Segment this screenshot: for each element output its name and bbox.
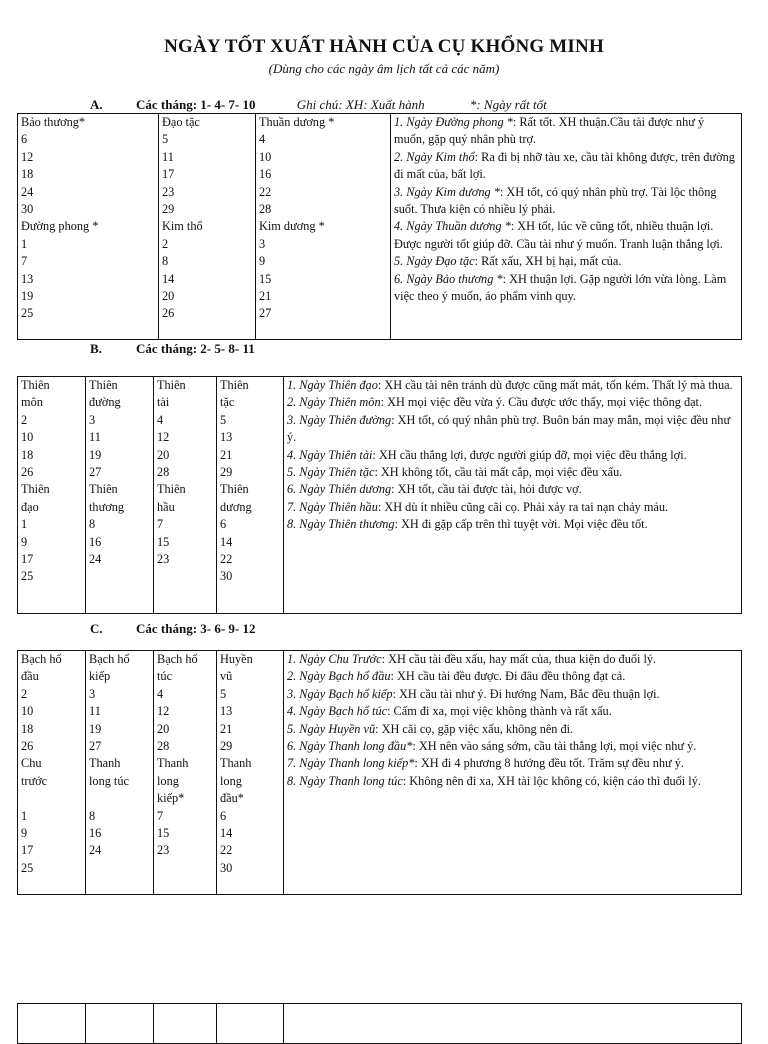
section-c-table	[17, 650, 742, 895]
day-description-text: : Ra đi bị nhỡ tàu xe, cầu tài không được, trên đường đi mất của, bất lợi.	[394, 149, 735, 182]
day-description-text: : XH cầu tài đều được. Đi đâu đều thông đạt cả.	[390, 669, 626, 684]
cell-entry: 7	[157, 808, 164, 823]
cell-entry: 1	[21, 808, 28, 823]
cell-entry: 4	[157, 412, 164, 427]
day-description	[394, 184, 738, 219]
day-name-label: 1. Ngày Chu Trước	[287, 652, 382, 666]
day-description	[287, 686, 738, 703]
cell-entry: 2	[21, 412, 28, 427]
cell-entry	[89, 790, 150, 807]
cell-entry: 18	[21, 447, 34, 462]
day-description-text: : XH đi 4 phương 8 hướng đều tốt. Trăm sự đều như ý.	[414, 756, 684, 771]
page-subtitle: (Dùng cho các ngày âm lịch tất cả các năm)	[268, 61, 500, 76]
cell-entry: đầu*	[220, 791, 244, 806]
day-description-text: : Không nên đi xa, XH tài lộc không có, kiện cáo thì đuối lý.	[402, 773, 701, 788]
cell-entry: 17	[21, 843, 34, 858]
section-c-heading	[90, 621, 256, 637]
cell-entry: 12	[21, 149, 34, 164]
cell-entry: 11	[89, 704, 101, 719]
cell-entry: 19	[21, 289, 34, 304]
cell-entry: 19	[89, 721, 102, 736]
day-description-text: : XH không tốt, cầu tài mất cắp, mọi việc đều xấu.	[374, 465, 623, 480]
cell-entry: 29	[220, 739, 233, 754]
section-a-letter: A.	[90, 97, 103, 112]
cell-entry: 15	[157, 534, 170, 549]
section-a-table	[17, 113, 742, 340]
cell-entry: 1	[21, 236, 28, 251]
section-b-heading	[90, 341, 255, 357]
cell-entry: 28	[157, 465, 170, 480]
cell-entry	[21, 790, 82, 807]
day-description	[287, 773, 738, 790]
cell-entry: Bạch hổ	[157, 652, 198, 666]
cell-entry: 24	[89, 843, 102, 858]
cell-entry: Thuần dương *	[259, 115, 335, 129]
cell-entry: 2	[21, 686, 28, 701]
cell-entry: 3	[259, 236, 266, 251]
cell-entry: 5	[220, 686, 227, 701]
cell-entry: trước	[21, 773, 48, 788]
cell-entry: 24	[21, 184, 34, 199]
cell-entry: long	[157, 773, 179, 788]
cell-entry: 8	[89, 517, 96, 532]
cell-entry: 12	[157, 704, 170, 719]
cell-entry: 16	[89, 534, 102, 549]
section-b-col-1	[18, 377, 86, 614]
day-description	[287, 394, 738, 411]
day-name-label: 8. Ngày Thiên thương	[287, 517, 395, 532]
day-name-label: 3. Ngày Kim dương *	[394, 184, 500, 199]
day-description-text: : XH cầu tài như ý. Đi hướng Nam, Bắc đều thuận lợi.	[392, 686, 660, 701]
day-description	[287, 377, 738, 394]
cell-entry: Đạo tặc	[162, 115, 200, 129]
cell-entry: 24	[89, 552, 102, 567]
cell-entry: Huyền	[220, 652, 253, 666]
cell-entry: 21	[220, 721, 233, 736]
cell-entry: 29	[162, 202, 175, 217]
cell-entry: 16	[259, 167, 272, 182]
cell-entry: 23	[162, 184, 175, 199]
cell-entry: kiếp	[89, 669, 111, 684]
cell-entry: 5	[220, 412, 227, 427]
cell-entry: 13	[220, 430, 233, 445]
day-description-text: : XH cãi cọ, gặp việc xấu, không nên đi.	[375, 721, 574, 736]
section-a-descriptions	[391, 114, 742, 340]
cell-entry: 6	[21, 132, 28, 147]
cell-entry: 4	[259, 132, 266, 147]
cell-entry: 10	[259, 149, 272, 164]
cell-entry: 6	[220, 808, 227, 823]
cell-entry: 6	[220, 517, 227, 532]
section-c-letter: C.	[90, 621, 103, 636]
cell-entry: 15	[157, 826, 170, 841]
cell-entry: 14	[220, 826, 233, 841]
day-description-text: : XH cầu tài nên tránh dù được cũng mất mát, tốn kém. Thất lý mà thua.	[377, 378, 733, 392]
cell-entry: túc	[157, 669, 173, 684]
cell-entry: tặc	[220, 395, 235, 410]
cell-entry: 29	[220, 465, 233, 480]
page-title: NGÀY TỐT XUẤT HÀNH CỦA CỤ KHỔNG MINH	[164, 36, 604, 57]
cell-entry: 10	[21, 704, 34, 719]
cell-entry: Thiên	[157, 482, 186, 497]
cell-entry: 17	[162, 167, 175, 182]
section-a-note-star: *: Ngày rất tốt	[469, 97, 547, 112]
cell-entry: 1	[21, 517, 28, 532]
cell-entry: đầu	[21, 669, 39, 684]
day-name-label: 5. Ngày Huyền vũ	[287, 721, 376, 736]
cell-entry: 5	[162, 132, 169, 147]
cell-entry: 22	[220, 552, 233, 567]
day-name-label: 1. Ngày Thiên đạo	[287, 378, 378, 392]
section-c-descriptions	[284, 651, 742, 895]
cell-entry: long	[220, 773, 242, 788]
cell-entry: 21	[259, 289, 272, 304]
cell-entry: 3	[89, 686, 96, 701]
day-name-label: 3. Ngày Thiên đường	[287, 412, 392, 427]
cell-entry: Thiên	[89, 482, 118, 497]
day-description-text: : XH tốt, có quý nhân phù trợ. Tài lộc thông suốt. Thưa kiện có nhiều lý phải.	[394, 184, 717, 217]
day-description	[287, 499, 738, 516]
cell-entry: 18	[21, 167, 34, 182]
cell-entry: 18	[21, 721, 34, 736]
day-description-text: : XH cầu thắng lợi, được người giúp đỡ, mọi việc đều thắng lợi.	[372, 447, 687, 462]
cell-entry: 21	[220, 447, 233, 462]
cell-entry: 9	[21, 826, 28, 841]
cell-entry: Thiên	[220, 482, 249, 497]
section-c-col-2	[86, 651, 154, 895]
day-name-label: 2. Ngày Bạch hổ đầu	[287, 669, 391, 684]
section-a-col-1	[18, 114, 159, 340]
day-name-label: 4. Ngày Thiên tài	[287, 447, 373, 462]
cell-entry: tài	[157, 395, 170, 410]
cell-entry: 19	[89, 447, 102, 462]
day-description	[287, 651, 738, 668]
section-c-months: Các tháng: 3- 6- 9- 12	[136, 621, 256, 636]
cell-entry: Thiên	[21, 482, 50, 497]
day-description-text: : XH tốt, có quý nhân phù trợ. Buôn bán may mắn, mọi việc đều như ý.	[287, 412, 731, 445]
day-name-label: 6. Ngày Thiên dương	[287, 482, 392, 497]
cell-entry: 16	[89, 826, 102, 841]
cell-entry: 22	[220, 843, 233, 858]
cell-entry: Bảo thương*	[21, 115, 86, 129]
cell-entry: Đường phong *	[21, 219, 99, 234]
day-description-text: : XH tốt, lúc về cũng tốt, nhiều thuận lợi. Được người tốt giúp đỡ. Cầu tài như ý muốn. Tranh luận thắng lợi.	[394, 219, 723, 251]
cell-entry: 30	[220, 860, 233, 875]
cell-entry: 4	[157, 686, 164, 701]
day-description	[287, 412, 738, 447]
cell-entry: Thiên	[157, 378, 186, 392]
day-description-text: : Rất tốt. XH thuận.Cầu tài được như ý muốn, gặp quý nhân phù trợ.	[394, 115, 705, 147]
cell-entry: 27	[89, 465, 102, 480]
day-name-label: 3. Ngày Bạch hổ kiếp	[287, 686, 393, 701]
cell-entry: 22	[259, 184, 272, 199]
cell-entry: 13	[21, 271, 34, 286]
cell-entry: đạo	[21, 499, 39, 514]
day-description-text: : XH tốt, cầu tài được tài, hỏi được vợ.	[391, 482, 582, 497]
cell-entry: 11	[162, 149, 174, 164]
day-description	[394, 253, 738, 270]
cell-entry: 26	[21, 739, 34, 754]
section-c-col-1	[18, 651, 86, 895]
cell-entry: Kim thổ	[162, 219, 203, 234]
section-c-col-3	[154, 651, 217, 895]
cell-entry: 30	[220, 569, 233, 584]
day-description-text: : Cấm đi xa, mọi việc không thành và rất xấu.	[387, 704, 612, 719]
day-description	[287, 516, 738, 533]
cell-entry: hầu	[157, 499, 175, 514]
day-description-text: : Rất xấu, XH bị hại, mất của.	[474, 254, 622, 269]
cell-entry: 25	[21, 569, 34, 584]
section-b-col-2	[86, 377, 154, 614]
day-description	[287, 721, 738, 738]
cell-entry: Thanh	[89, 756, 121, 771]
cell-entry: Kim dương *	[259, 219, 325, 234]
day-description	[287, 738, 738, 755]
day-name-label: 5. Ngày Đạo tặc	[394, 254, 475, 269]
cell-entry: 13	[220, 704, 233, 719]
cell-entry: 27	[89, 739, 102, 754]
section-b-months: Các tháng: 2- 5- 8- 11	[136, 341, 255, 356]
cell-entry: dương	[220, 499, 252, 514]
day-description	[394, 149, 738, 184]
day-description	[287, 703, 738, 720]
section-b-col-3	[154, 377, 217, 614]
cell-entry: Thiên	[220, 378, 249, 392]
cell-entry: 7	[21, 254, 28, 269]
section-b-letter: B.	[90, 341, 102, 356]
day-description	[394, 271, 738, 306]
day-description-text: : XH đi gặp cấp trên thì tuyệt vời. Mọi việc đều tốt.	[394, 517, 648, 532]
section-b-col-4	[217, 377, 284, 614]
cell-entry: kiếp*	[157, 791, 185, 806]
section-b-descriptions	[284, 377, 742, 614]
cell-entry: 14	[162, 271, 175, 286]
section-c-col-4	[217, 651, 284, 895]
day-description	[287, 755, 738, 772]
cell-entry: 20	[157, 721, 170, 736]
cell-entry: 27	[259, 306, 272, 321]
day-name-label: 4. Ngày Thuần dương *	[394, 219, 511, 234]
day-description-text: : XH nên vào sáng sớm, cầu tài thắng lợi, mọi việc như ý.	[412, 739, 697, 754]
day-name-label: 7. Ngày Thiên hầu	[287, 499, 378, 514]
cell-entry: vũ	[220, 669, 233, 684]
day-name-label: 4. Ngày Bạch hổ túc	[287, 704, 388, 719]
cell-entry: Thiên	[89, 378, 118, 392]
day-description	[287, 447, 738, 464]
cell-entry: Chu	[21, 756, 42, 771]
day-description	[394, 218, 738, 253]
cell-entry: Thanh	[157, 756, 189, 771]
cell-entry: môn	[21, 395, 43, 410]
cell-entry: Bạch hổ	[21, 652, 62, 666]
cell-entry: 23	[157, 552, 170, 567]
cell-entry: Thanh	[220, 756, 252, 771]
day-name-label: 6. Ngày Bảo thương *	[394, 271, 503, 286]
section-a-col-3	[256, 114, 391, 340]
day-name-label: 6. Ngày Thanh long đầu*	[287, 739, 413, 754]
cell-entry: 25	[21, 306, 34, 321]
cell-entry: 3	[89, 412, 96, 427]
cell-entry: Bạch hổ	[89, 652, 130, 666]
cell-entry: 8	[162, 254, 169, 269]
cell-entry: thương	[89, 499, 125, 514]
cell-entry: 9	[259, 254, 266, 269]
day-name-label: 5. Ngày Thiên tặc	[287, 465, 375, 480]
cell-entry: 25	[21, 860, 34, 875]
cell-entry: 20	[157, 447, 170, 462]
day-name-label: 2. Ngày Kim thổ	[394, 149, 475, 164]
cell-entry: 20	[162, 289, 175, 304]
cell-entry: 15	[259, 271, 272, 286]
cell-entry: 23	[157, 843, 170, 858]
day-name-label: 1. Ngày Đường phong *	[394, 115, 513, 129]
day-description	[394, 114, 738, 149]
cell-entry: 10	[21, 430, 34, 445]
cell-entry: 26	[21, 465, 34, 480]
day-description	[287, 481, 738, 498]
day-description	[287, 668, 738, 685]
cell-entry: 7	[157, 517, 164, 532]
cell-entry: 17	[21, 552, 34, 567]
cell-entry: đường	[89, 395, 121, 410]
day-name-label: 7. Ngày Thanh long kiếp*	[287, 756, 415, 771]
section-a-months: Các tháng: 1- 4- 7- 10	[136, 97, 256, 112]
section-b-table	[17, 376, 742, 614]
cell-entry: 9	[21, 534, 28, 549]
cell-entry: 28	[259, 202, 272, 217]
day-description-text: : XH cầu tài đều xấu, hay mất của, thua kiện do đuối lý.	[381, 652, 657, 666]
day-name-label: 8. Ngày Thanh long túc	[287, 773, 403, 788]
cell-entry: Thiên	[21, 378, 50, 392]
day-name-label: 2. Ngày Thiên môn	[287, 395, 381, 410]
section-a-col-2	[159, 114, 256, 340]
section-a-heading	[90, 97, 547, 113]
day-description-text: : XH thuận lợi. Gặp người lớn vừa lòng. Làm việc theo ý muốn, áo phẩm vinh quy.	[394, 271, 727, 304]
section-a-note-xh: Ghi chú: XH: Xuất hành	[296, 97, 425, 112]
cell-entry: 14	[220, 534, 233, 549]
cell-entry: long túc	[89, 773, 129, 788]
cell-entry: 2	[162, 236, 169, 251]
cell-entry: 26	[162, 306, 175, 321]
day-description	[287, 464, 738, 481]
day-description-text: : XH mọi việc đều vừa ý. Cầu được ước thấy, mọi việc thông đạt.	[380, 395, 703, 410]
day-description-text: : XH dù ít nhiều cũng cãi cọ. Phải xảy ra tai nạn chảy máu.	[377, 499, 669, 514]
cell-entry: 8	[89, 808, 96, 823]
cell-entry: 30	[21, 202, 34, 217]
cell-entry: 12	[157, 430, 170, 445]
cell-entry: 11	[89, 430, 101, 445]
cell-entry: 28	[157, 739, 170, 754]
